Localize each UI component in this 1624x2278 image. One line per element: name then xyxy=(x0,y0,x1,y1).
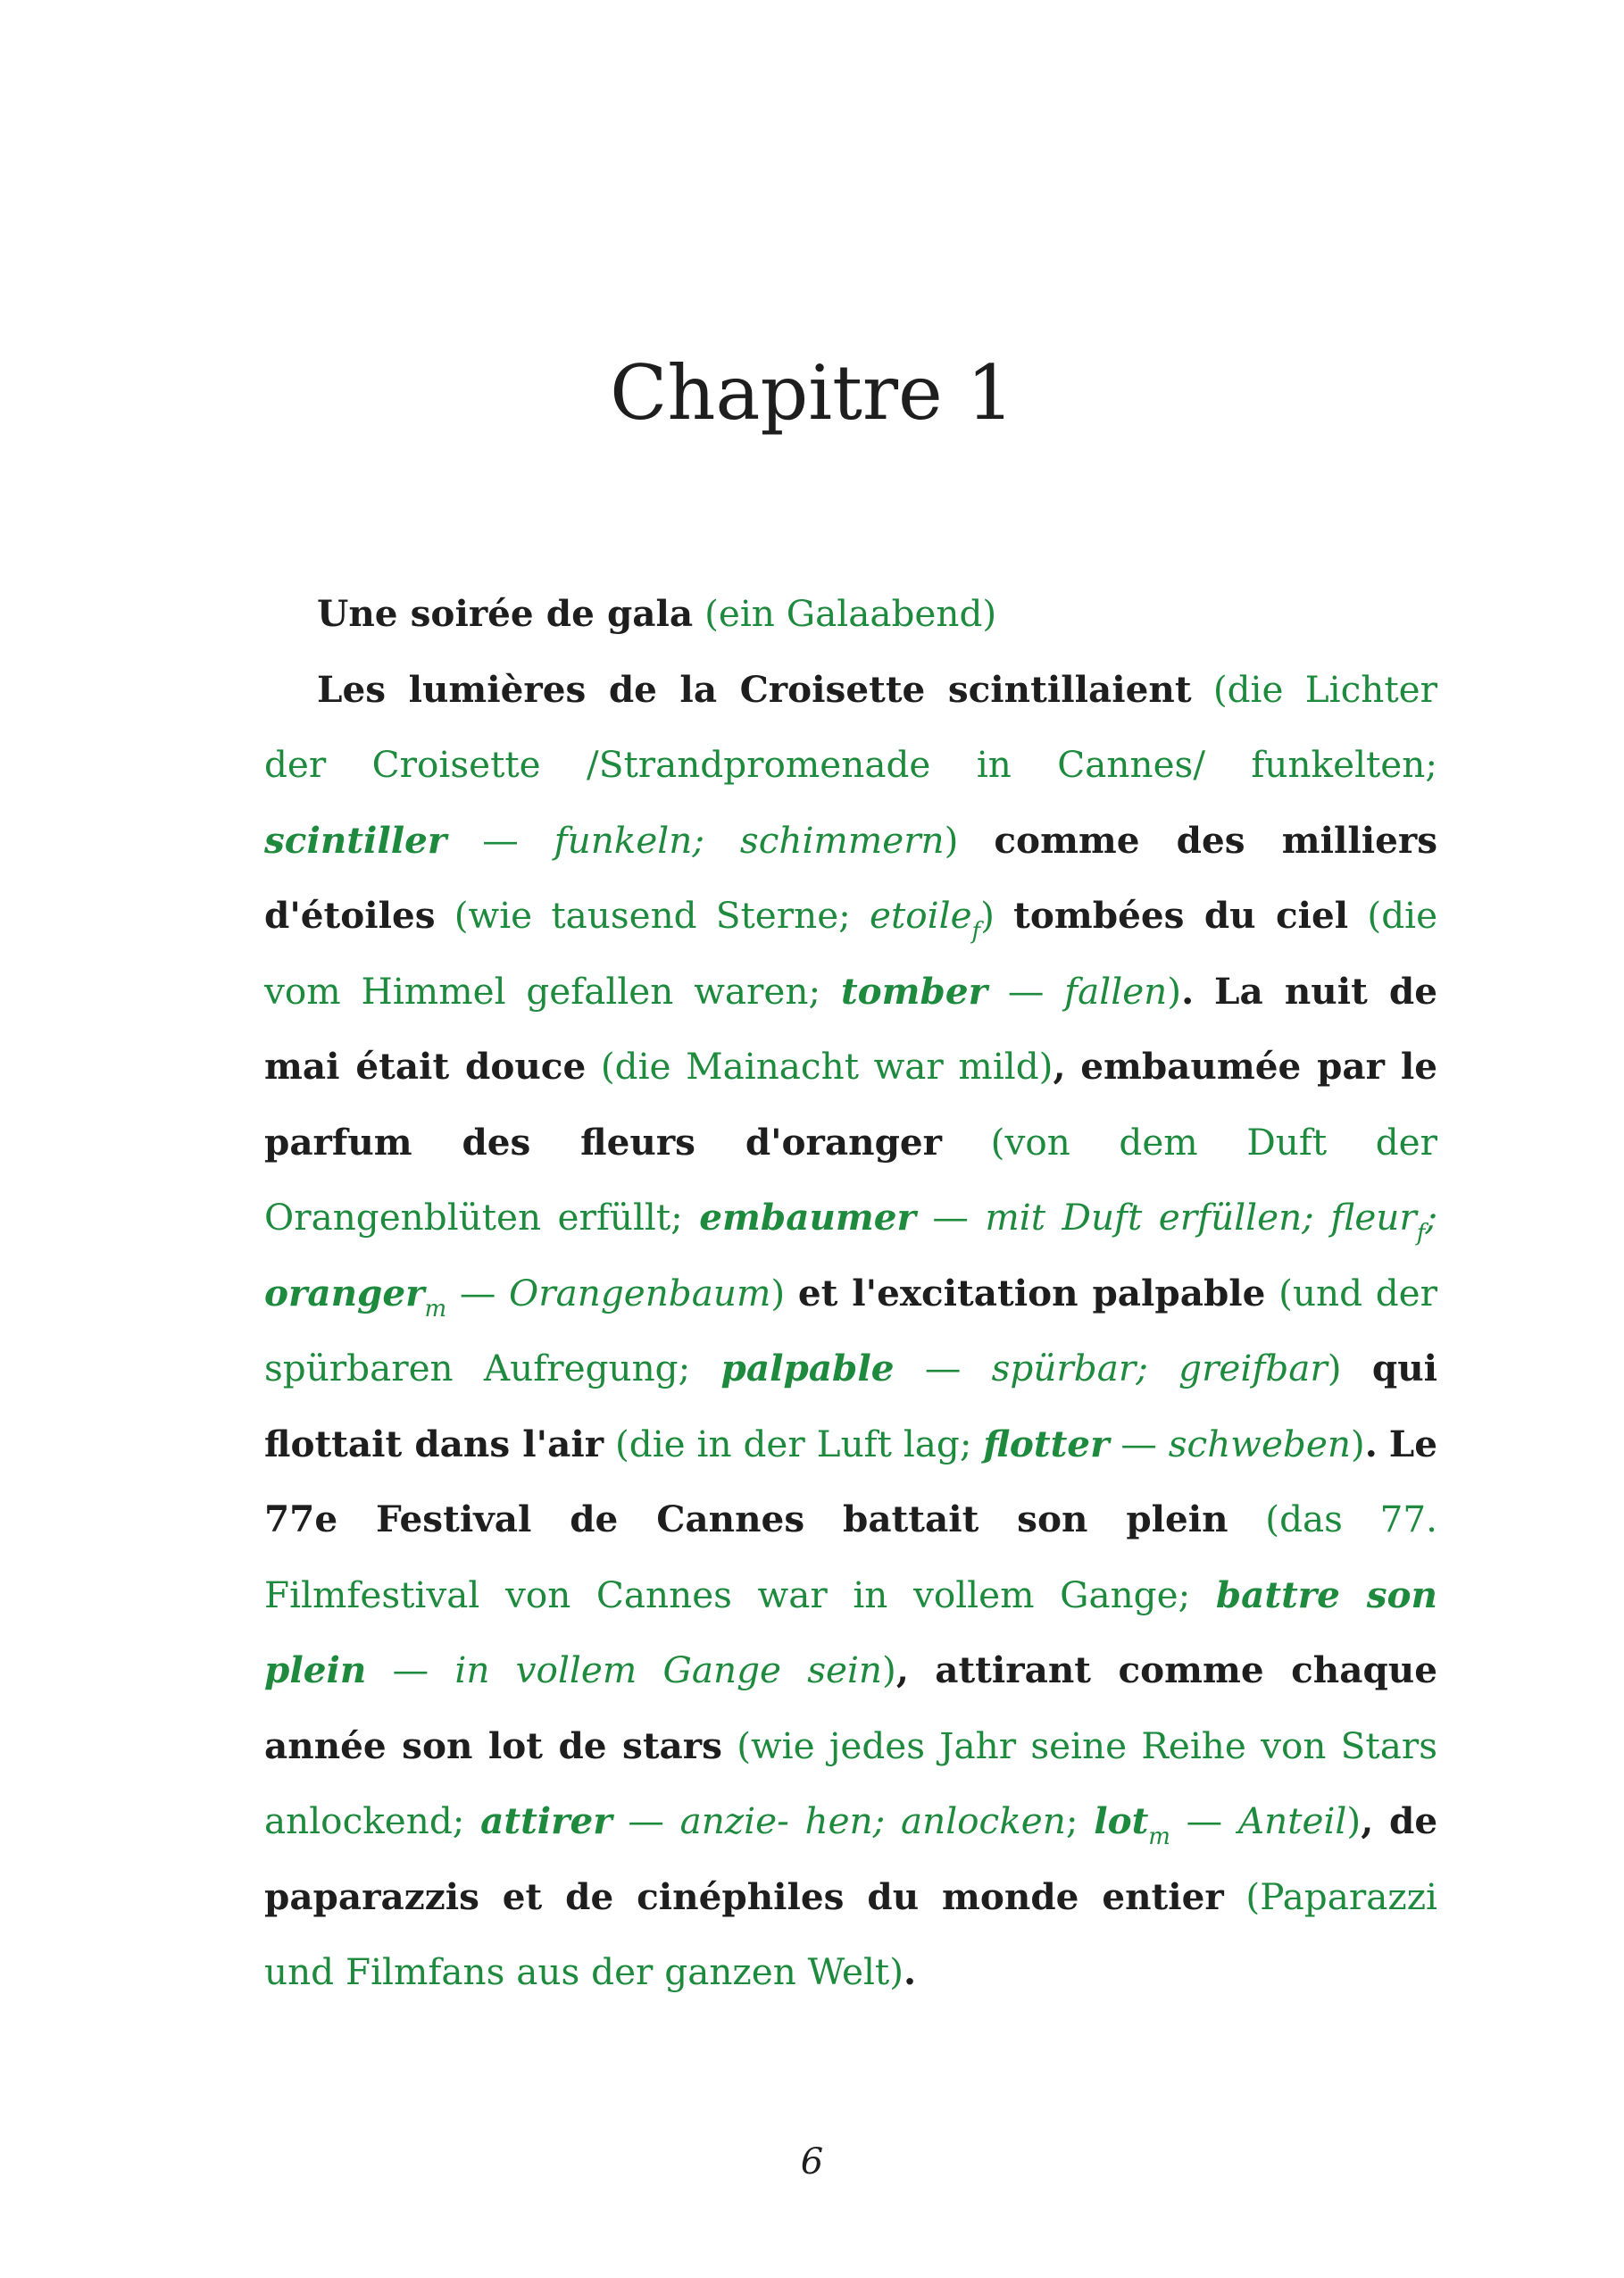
fr-phrase: Le 77e Festival de Cannes battait son plein xyxy=(264,1422,1438,1540)
vocab-translation: mit Duft erfüllen; xyxy=(985,1196,1314,1239)
de-gloss: (das 77. Filmfestival von Cannes war in vollem Gange; xyxy=(264,1498,1437,1616)
dash: — xyxy=(1186,1799,1223,1842)
heading-de: (ein Galaabend) xyxy=(704,592,997,635)
gender-mark: m xyxy=(1148,1823,1170,1850)
vocab-word: fleur xyxy=(1330,1196,1417,1239)
dash: — xyxy=(392,1648,429,1691)
vocab-translation: anzie- xyxy=(679,1799,789,1842)
text-block xyxy=(264,576,1437,2010)
fr-phrase: attirant comme chaque année son lot de stars xyxy=(264,1648,1438,1767)
vocab-term: palpable xyxy=(720,1347,895,1389)
de-gloss: (wie jedes Jahr seine Reihe von Stars anlockend; xyxy=(264,1723,1437,1842)
gender-mark: f xyxy=(971,918,981,945)
heading-fr: Une soirée de gala xyxy=(317,592,694,635)
de-gloss: (Paparazzi und Filmfans aus der ganzen Welt) xyxy=(264,1874,1437,1993)
page-number: 6 xyxy=(800,2141,824,2182)
de-gloss: (die Mainacht war mild) xyxy=(600,1045,1054,1088)
dash: — xyxy=(924,1347,962,1389)
de-gloss: (wie tausend Sterne; xyxy=(454,894,851,937)
fr-phrase: Les lumières de la Croisette scintillaient xyxy=(317,667,1192,711)
dash: — xyxy=(459,1271,496,1314)
gloss-close: ) xyxy=(770,1271,786,1314)
dash: — xyxy=(482,818,519,862)
vocab-term: battre son plein xyxy=(264,1573,1437,1691)
fr-phrase: de paparazzis et de cinéphiles du monde entier xyxy=(264,1799,1438,1918)
gloss-close: ) xyxy=(1327,1347,1342,1389)
dash: — xyxy=(1120,1422,1157,1465)
gloss-close: ) xyxy=(1350,1422,1365,1465)
punctuation: . xyxy=(1181,969,1195,1013)
vocab-term: tomber xyxy=(840,969,987,1013)
fr-phrase: tombées du ciel xyxy=(1013,894,1349,937)
punctuation: . xyxy=(904,1950,917,1993)
gloss-close: ) xyxy=(1346,1799,1362,1842)
vocab-translation: Orangenbaum xyxy=(509,1271,771,1314)
dash: — xyxy=(1007,969,1045,1013)
section-heading xyxy=(264,576,1437,652)
de-gloss: (die in der Luft lag; xyxy=(614,1422,972,1465)
fr-phrase: comme des milliers d'étoiles xyxy=(264,818,1438,937)
vocab-term: lot xyxy=(1094,1799,1149,1842)
vocab-term: attirer xyxy=(480,1799,612,1842)
punctuation: , xyxy=(895,1648,909,1691)
vocab-term: flotter xyxy=(983,1422,1110,1465)
vocab-term: scintiller xyxy=(264,818,447,862)
punctuation: . xyxy=(1364,1422,1378,1465)
vocab-translation: spürbar; greifbar xyxy=(991,1347,1328,1389)
de-gloss: (von dem Duft der Orangenblüten erfüllt; xyxy=(264,1120,1438,1239)
gloss-close: ) xyxy=(1167,969,1182,1013)
paragraph xyxy=(264,652,1437,2010)
gender-mark: f xyxy=(1416,1220,1426,1247)
gloss-close: ) xyxy=(980,894,995,937)
fr-phrase: et l'excitation palpable xyxy=(797,1271,1266,1314)
chapter-title: Chapitre 1 xyxy=(610,349,1014,437)
separator: ; xyxy=(1425,1196,1438,1239)
de-gloss: (und der spürbaren Aufregung; xyxy=(264,1271,1437,1389)
vocab-translation: funkeln; schimmern xyxy=(554,818,945,862)
vocab-translation: in vollem Gange sein xyxy=(454,1648,883,1691)
de-gloss: (die vom Himmel gefallen waren; xyxy=(264,894,1438,1013)
vocab-term: embaumer xyxy=(699,1196,916,1239)
fr-phrase: qui flottait dans l'air xyxy=(264,1347,1438,1465)
fr-phrase: embaumée par le parfum des fleurs d'oranger xyxy=(264,1045,1438,1164)
punctuation: , xyxy=(1053,1045,1066,1088)
dash: — xyxy=(628,1799,664,1842)
dash: — xyxy=(932,1196,969,1239)
gloss-close: ) xyxy=(882,1648,896,1691)
gender-mark: m xyxy=(424,1295,447,1323)
vocab-translation: schweben xyxy=(1168,1422,1351,1465)
gloss-close: ) xyxy=(944,818,959,862)
vocab-term: oranger xyxy=(264,1271,425,1314)
vocab-translation: Anteil xyxy=(1237,1799,1347,1842)
vocab-translation: hen; anlocken xyxy=(804,1799,1066,1842)
fr-phrase: La nuit de mai était douce xyxy=(264,969,1437,1088)
vocab-translation: fallen xyxy=(1064,969,1168,1013)
de-gloss: (die Lichter der Croisette /Strandpromenade in Cannes/ funkelten; xyxy=(264,667,1437,786)
punctuation: , xyxy=(1361,1799,1374,1842)
vocab-word: etoile xyxy=(870,894,972,937)
separator: ; xyxy=(1065,1799,1079,1842)
